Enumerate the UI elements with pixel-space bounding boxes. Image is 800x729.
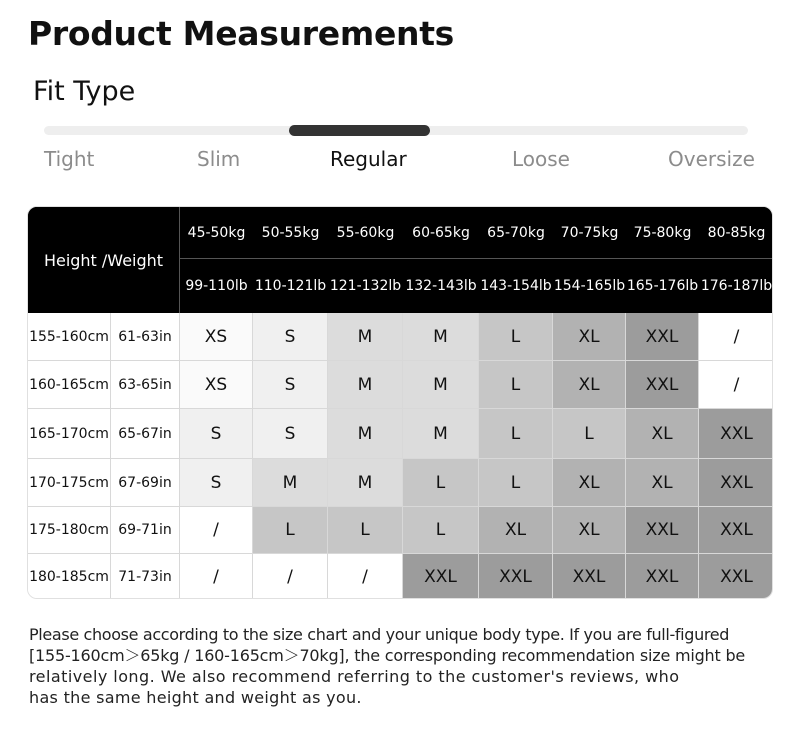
- page-title: Product Measurements: [28, 14, 455, 53]
- sizing-note-line: relatively long. We also recommend referring to the customer's reviews, who: [29, 667, 680, 686]
- size-cell: S: [180, 409, 253, 459]
- size-cell: XXL: [626, 313, 699, 361]
- size-cell: XL: [626, 409, 699, 459]
- row-height-inch: 71-73in: [111, 554, 180, 599]
- size-cell: /: [699, 361, 773, 409]
- size-cell: XL: [553, 313, 626, 361]
- size-cell: XS: [180, 313, 253, 361]
- size-cell: M: [328, 313, 403, 361]
- row-height-cm: 175-180cm: [28, 507, 111, 554]
- size-cell: M: [328, 459, 403, 507]
- size-cell: XXL: [553, 554, 626, 599]
- size-cell: XXL: [626, 554, 699, 599]
- weight-lb-header: 99-110lb: [180, 259, 253, 313]
- size-cell: L: [328, 507, 403, 554]
- weight-lb-header: 176-187lb: [699, 259, 773, 313]
- size-cell: L: [253, 507, 328, 554]
- size-cell: /: [180, 554, 253, 599]
- size-cell: L: [479, 459, 553, 507]
- size-cell: S: [253, 313, 328, 361]
- size-cell: XXL: [626, 507, 699, 554]
- row-height-inch: 69-71in: [111, 507, 180, 554]
- size-cell: S: [253, 409, 328, 459]
- size-cell: /: [180, 507, 253, 554]
- weight-kg-header: 80-85kg: [699, 207, 773, 259]
- size-cell: XL: [479, 507, 553, 554]
- size-cell: XL: [553, 459, 626, 507]
- weight-lb-header: 132-143lb: [403, 259, 479, 313]
- row-height-inch: 67-69in: [111, 459, 180, 507]
- size-cell: XXL: [626, 361, 699, 409]
- row-height-inch: 61-63in: [111, 313, 180, 361]
- row-height-inch: 63-65in: [111, 361, 180, 409]
- header-height-weight-label: Height /Weight: [28, 207, 180, 313]
- weight-lb-header: 143-154lb: [479, 259, 553, 313]
- fit-option-loose[interactable]: Loose: [512, 147, 570, 171]
- weight-kg-header: 55-60kg: [328, 207, 403, 259]
- size-cell: XL: [553, 507, 626, 554]
- size-cell: M: [403, 409, 479, 459]
- size-cell: L: [479, 313, 553, 361]
- size-chart-table: [27, 206, 773, 599]
- fit-option-regular[interactable]: Regular: [330, 147, 407, 171]
- size-cell: XXL: [699, 554, 773, 599]
- weight-lb-header: 154-165lb: [553, 259, 626, 313]
- size-cell: M: [403, 313, 479, 361]
- size-cell: XS: [180, 361, 253, 409]
- row-height-cm: 155-160cm: [28, 313, 111, 361]
- size-cell: S: [180, 459, 253, 507]
- row-height-cm: 170-175cm: [28, 459, 111, 507]
- size-cell: M: [328, 361, 403, 409]
- fit-option-oversize[interactable]: Oversize: [668, 147, 755, 171]
- size-cell: /: [328, 554, 403, 599]
- size-cell: M: [253, 459, 328, 507]
- sizing-note-line: has the same height and weight as you.: [29, 688, 362, 707]
- sizing-note-line: [155-160cm＞65kg / 160-165cm＞70kg], the corresponding recommendation size might be: [29, 646, 746, 665]
- size-cell: S: [253, 361, 328, 409]
- fit-option-slim[interactable]: Slim: [197, 147, 241, 171]
- size-cell: M: [328, 409, 403, 459]
- size-cell: XXL: [479, 554, 553, 599]
- size-cell: L: [479, 361, 553, 409]
- weight-kg-header: 45-50kg: [180, 207, 253, 259]
- fit-type-slider-thumb[interactable]: [289, 125, 430, 136]
- size-cell: L: [479, 409, 553, 459]
- fit-type-heading: Fit Type: [33, 76, 136, 107]
- size-cell: XXL: [699, 459, 773, 507]
- weight-kg-header: 75-80kg: [626, 207, 699, 259]
- size-cell: /: [253, 554, 328, 599]
- size-cell: L: [403, 507, 479, 554]
- weight-lb-header: 165-176lb: [626, 259, 699, 313]
- size-cell: XXL: [403, 554, 479, 599]
- size-cell: XL: [626, 459, 699, 507]
- size-cell: M: [403, 361, 479, 409]
- size-cell: XXL: [699, 409, 773, 459]
- weight-kg-header: 70-75kg: [553, 207, 626, 259]
- weight-kg-header: 65-70kg: [479, 207, 553, 259]
- size-cell: L: [403, 459, 479, 507]
- row-height-cm: 180-185cm: [28, 554, 111, 599]
- size-cell: XXL: [699, 507, 773, 554]
- weight-kg-header: 50-55kg: [253, 207, 328, 259]
- weight-lb-header: 110-121lb: [253, 259, 328, 313]
- weight-kg-header: 60-65kg: [403, 207, 479, 259]
- sizing-note: [29, 624, 769, 708]
- size-cell: L: [553, 409, 626, 459]
- fit-option-tight[interactable]: Tight: [44, 147, 95, 171]
- size-cell: /: [699, 313, 773, 361]
- sizing-note-line: Please choose according to the size chart and your unique body type. If you are full-figured: [29, 625, 730, 644]
- row-height-cm: 160-165cm: [28, 361, 111, 409]
- row-height-cm: 165-170cm: [28, 409, 111, 459]
- size-cell: XL: [553, 361, 626, 409]
- row-height-inch: 65-67in: [111, 409, 180, 459]
- weight-lb-header: 121-132lb: [328, 259, 403, 313]
